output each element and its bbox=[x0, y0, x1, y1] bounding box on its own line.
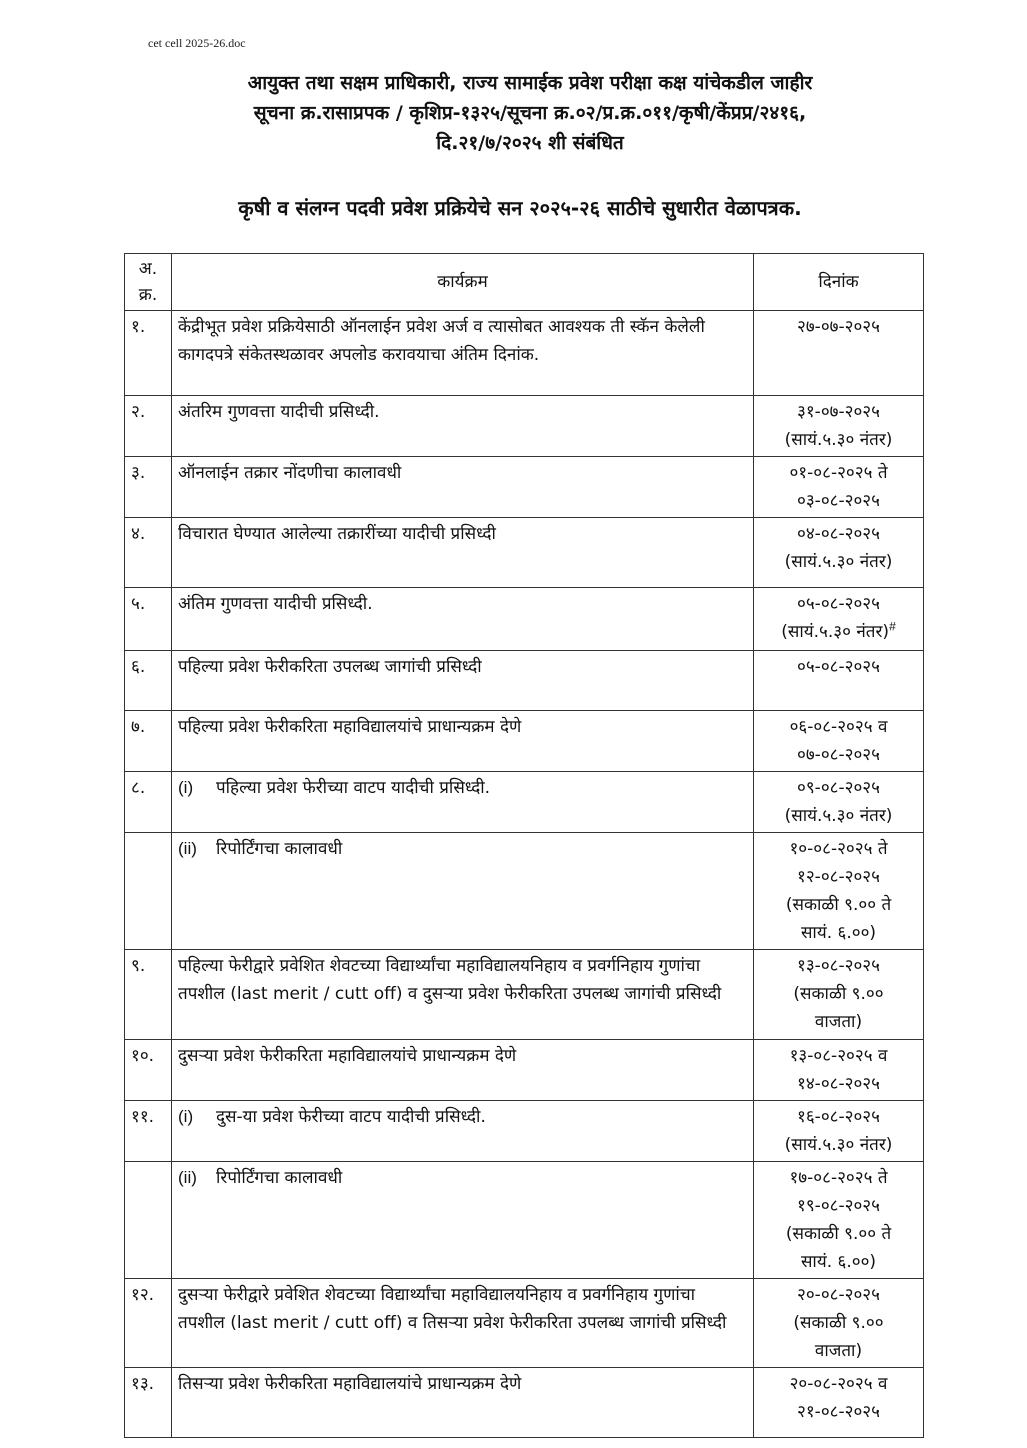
row-date-line bbox=[760, 1070, 917, 1098]
row-date-line bbox=[760, 741, 917, 769]
row-program bbox=[172, 1101, 754, 1162]
row-date-text: ०९-०८-२०२५ bbox=[797, 778, 880, 798]
row-date-text: वाजता) bbox=[814, 1341, 863, 1361]
row-date-line bbox=[760, 1281, 917, 1309]
row-date bbox=[754, 950, 924, 1040]
header-line-1: आयुक्त तथा सक्षम प्राधिकारी, राज्य सामाईक प्रवेश परीक्षा कक्ष यांचेकडील जाहीर bbox=[247, 72, 813, 94]
row-date-text: ०१-०८-२०२५ ते bbox=[789, 463, 888, 483]
row-date-line bbox=[760, 1103, 917, 1131]
row-serial: ४. bbox=[125, 518, 172, 588]
row-date-line bbox=[760, 1370, 917, 1398]
row-date-line bbox=[760, 590, 917, 618]
row-date-line bbox=[760, 835, 917, 863]
schedule-body bbox=[125, 311, 924, 1438]
row-date bbox=[754, 651, 924, 711]
row-date-text: १०-०८-२०२५ ते bbox=[789, 839, 888, 859]
row-date-text: ०३-०८-२०२५ bbox=[797, 491, 880, 511]
row-program bbox=[172, 833, 754, 950]
row-date bbox=[754, 772, 924, 833]
row-date bbox=[754, 1162, 924, 1279]
row-program bbox=[172, 651, 754, 711]
row-date-text: (सायं.५.३० नंतर) bbox=[784, 430, 893, 450]
row-serial: ८. bbox=[125, 772, 172, 833]
row-program-text: ऑनलाईन तक्रार नोंदणीचा कालावधी bbox=[178, 463, 402, 483]
row-date-text: (सकाळी ९.०० bbox=[793, 984, 884, 1004]
table-row bbox=[125, 1368, 924, 1438]
row-date-line bbox=[760, 1042, 917, 1070]
serial-header-line-2: क्र. bbox=[138, 285, 158, 305]
row-serial: १३. bbox=[125, 1368, 172, 1438]
row-date-line bbox=[760, 520, 917, 548]
row-sub-index: (i) bbox=[178, 1107, 194, 1126]
table-row bbox=[125, 1162, 924, 1279]
row-date-line bbox=[760, 713, 917, 741]
row-date-line bbox=[760, 980, 917, 1008]
table-row bbox=[125, 772, 924, 833]
row-sub-index: (i) bbox=[178, 778, 194, 797]
row-date-line bbox=[760, 1248, 917, 1276]
row-date-line bbox=[760, 618, 917, 646]
row-program-text: दुस-या प्रवेश फेरीच्या वाटप यादीची प्रसिध्दी. bbox=[216, 1107, 486, 1127]
row-date bbox=[754, 1101, 924, 1162]
row-program bbox=[172, 772, 754, 833]
row-date bbox=[754, 588, 924, 651]
row-program-text: दुसऱ्या फेरीद्वारे प्रवेशित शेवटच्या विद्यार्थ्यांचा महाविद्यालयनिहाय व प्रवर्गनिहाय गुणांचा तपशील (last merit / cutt off) व तिसऱ्या प्रवेश फेरीकरिता उपलब्ध जागांची प्रसिध्दी bbox=[178, 1285, 727, 1333]
table-row bbox=[125, 396, 924, 457]
row-date-text: (सायं.५.३० नंतर) bbox=[784, 552, 893, 572]
row-program bbox=[172, 711, 754, 772]
row-date-line bbox=[760, 1164, 917, 1192]
row-program bbox=[172, 1162, 754, 1279]
row-date bbox=[754, 711, 924, 772]
row-date-line bbox=[760, 459, 917, 487]
row-date bbox=[754, 518, 924, 588]
row-program bbox=[172, 1040, 754, 1101]
row-date-text: २०-०८-२०२५ bbox=[797, 1285, 880, 1305]
row-serial: ६. bbox=[125, 651, 172, 711]
row-date-text: ३१-०७-२०२५ bbox=[797, 402, 880, 422]
row-date-text: वाजता) bbox=[814, 1012, 863, 1032]
table-row bbox=[125, 311, 924, 396]
table-row bbox=[125, 588, 924, 651]
row-program bbox=[172, 588, 754, 651]
row-date-text: (सायं.५.३० नंतर) bbox=[784, 806, 893, 826]
row-date-line bbox=[760, 1398, 917, 1426]
table-row bbox=[125, 1040, 924, 1101]
notice-header bbox=[130, 68, 930, 158]
row-date-line bbox=[760, 653, 917, 681]
row-serial: १०. bbox=[125, 1040, 172, 1101]
row-serial: ११. bbox=[125, 1101, 172, 1162]
row-program-text: पहिल्या प्रवेश फेरीकरिता महाविद्यालयांचे प्राधान्यक्रम देणे bbox=[178, 717, 522, 737]
row-program-text: केंद्रीभूत प्रवेश प्रक्रियेसाठी ऑनलाईन प्रवेश अर्ज व त्यासोबत आवश्यक ती स्कॅन केलेली कागदपत्रे संकेतस्थळावर अपलोड करावयाचा अंतिम दिनांक. bbox=[178, 317, 705, 365]
row-date-line bbox=[760, 313, 917, 341]
serial-header bbox=[125, 254, 172, 311]
row-date-text: ०५-०८-२०२५ bbox=[797, 594, 880, 614]
row-date-line bbox=[760, 398, 917, 426]
row-sub-index: (ii) bbox=[178, 1168, 197, 1187]
row-serial: ७. bbox=[125, 711, 172, 772]
row-serial: १. bbox=[125, 311, 172, 396]
document-filename: cet cell 2025-26.doc bbox=[148, 36, 246, 50]
row-date-text: (सकाळी ९.०० bbox=[793, 1313, 884, 1333]
row-program bbox=[172, 950, 754, 1040]
row-date-text: ०४-०८-२०२५ bbox=[797, 524, 880, 544]
table-row bbox=[125, 457, 924, 518]
schedule-table bbox=[124, 253, 924, 1438]
row-date bbox=[754, 1040, 924, 1101]
row-program bbox=[172, 396, 754, 457]
row-program-text: पहिल्या फेरीद्वारे प्रवेशित शेवटच्या विद्यार्थ्यांचा महाविद्यालयनिहाय व प्रवर्गनिहाय गुणांचा तपशील (last merit / cutt off) व दुसऱ्या प्रवेश फेरीकरिता उपलब्ध जागांची प्रसिध्दी bbox=[178, 956, 722, 1004]
row-date-text: (सकाळी ९.०० ते bbox=[785, 1224, 892, 1244]
row-date bbox=[754, 396, 924, 457]
row-date-line bbox=[760, 1131, 917, 1159]
table-row bbox=[125, 1279, 924, 1368]
row-date bbox=[754, 1279, 924, 1368]
row-program-text: विचारात घेण्यात आलेल्या तक्रारींच्या यादीची प्रसिध्दी bbox=[178, 524, 496, 544]
row-date-text: १७-०८-२०२५ ते bbox=[789, 1168, 888, 1188]
row-date-line bbox=[760, 863, 917, 891]
row-program-text: अंतिम गुणवत्ता यादीची प्रसिध्दी. bbox=[178, 594, 373, 614]
row-date-text: १४-०८-२०२५ bbox=[797, 1074, 880, 1094]
date-header: दिनांक bbox=[754, 254, 924, 311]
row-program bbox=[172, 457, 754, 518]
row-program bbox=[172, 311, 754, 396]
row-date-text: ०६-०८-२०२५ व bbox=[789, 717, 888, 737]
table-row bbox=[125, 1101, 924, 1162]
row-serial: ५. bbox=[125, 588, 172, 651]
row-date bbox=[754, 457, 924, 518]
row-date-text: (सकाळी ९.०० ते bbox=[785, 895, 892, 915]
row-serial: १२. bbox=[125, 1279, 172, 1368]
row-program-text: दुसऱ्या प्रवेश फेरीकरिता महाविद्यालयांचे प्राधान्यक्रम देणे bbox=[178, 1046, 517, 1066]
row-date-text: ०५-०८-२०२५ bbox=[797, 657, 880, 677]
row-date-line bbox=[760, 891, 917, 919]
row-program-text: पहिल्या प्रवेश फेरीकरिता उपलब्ध जागांची प्रसिध्दी bbox=[178, 657, 482, 677]
row-date-text: २१-०८-२०२५ bbox=[797, 1402, 880, 1422]
row-date-text: ०७-०८-२०२५ bbox=[797, 745, 880, 765]
row-date-text: २७-०७-२०२५ bbox=[797, 317, 880, 337]
row-date-text: (सायं.५.३० नंतर) bbox=[781, 622, 890, 642]
row-date bbox=[754, 833, 924, 950]
row-date-text: सायं. ६.००) bbox=[800, 923, 877, 943]
table-row bbox=[125, 651, 924, 711]
row-date-line bbox=[760, 1220, 917, 1248]
row-date-line bbox=[760, 919, 917, 947]
row-date-line bbox=[760, 548, 917, 576]
row-date-line bbox=[760, 426, 917, 454]
row-program bbox=[172, 1279, 754, 1368]
row-date-text: २०-०८-२०२५ व bbox=[789, 1374, 888, 1394]
row-serial: ९. bbox=[125, 950, 172, 1040]
row-date-text: १९-०८-२०२५ bbox=[797, 1196, 880, 1216]
row-program-text: पहिल्या प्रवेश फेरीच्या वाटप यादीची प्रसिध्दी. bbox=[216, 778, 491, 798]
table-row bbox=[125, 950, 924, 1040]
row-program bbox=[172, 518, 754, 588]
row-date-text: १३-०८-२०२५ व bbox=[789, 1046, 888, 1066]
table-row bbox=[125, 833, 924, 950]
table-row bbox=[125, 711, 924, 772]
table-row bbox=[125, 518, 924, 588]
row-serial bbox=[125, 1162, 172, 1279]
row-date-text: १६-०८-२०२५ bbox=[797, 1107, 880, 1127]
row-date-text: १३-०८-२०२५ bbox=[797, 956, 880, 976]
row-date-line bbox=[760, 1008, 917, 1036]
program-header: कार्यक्रम bbox=[172, 254, 754, 311]
row-program-text: तिसऱ्या प्रवेश फेरीकरिता महाविद्यालयांचे प्राधान्यक्रम देणे bbox=[178, 1374, 522, 1394]
row-date bbox=[754, 1368, 924, 1438]
row-program-text: रिपोर्टिंगचा कालावधी bbox=[216, 839, 343, 859]
row-program bbox=[172, 1368, 754, 1438]
row-program-text: अंतरिम गुणवत्ता यादीची प्रसिध्दी. bbox=[178, 402, 380, 422]
row-sub-index: (ii) bbox=[178, 839, 197, 858]
row-date-line bbox=[760, 952, 917, 980]
header-line-2: सूचना क्र.रासाप्रपक / कृशिप्र-१३२५/सूचना क्र.०२/प्र.क्र.०११/कृषी/केंप्रप्र/२४१६, bbox=[253, 102, 807, 124]
serial-header-line-1: अ. bbox=[138, 259, 158, 279]
row-date-line bbox=[760, 1337, 917, 1365]
row-date-text: (सायं.५.३० नंतर) bbox=[784, 1135, 893, 1155]
row-date-line bbox=[760, 774, 917, 802]
row-serial: ३. bbox=[125, 457, 172, 518]
footnote-mark: # bbox=[889, 619, 896, 634]
table-header-row bbox=[125, 254, 924, 311]
row-date-line bbox=[760, 802, 917, 830]
row-program-text: रिपोर्टिंगचा कालावधी bbox=[216, 1168, 343, 1188]
header-line-3: दि.२१/७/२०२५ शी संबंधित bbox=[436, 132, 624, 154]
row-serial: २. bbox=[125, 396, 172, 457]
row-date-text: १२-०८-२०२५ bbox=[797, 867, 880, 887]
row-date-line bbox=[760, 487, 917, 515]
row-serial bbox=[125, 833, 172, 950]
row-date-line bbox=[760, 1309, 917, 1337]
schedule-title: कृषी व संलग्न पदवी प्रवेश प्रक्रियेचे सन २०२५-२६ साठीचे सुधारीत वेळापत्रक. bbox=[238, 196, 802, 220]
row-date-text: सायं. ६.००) bbox=[800, 1252, 877, 1272]
row-date-line bbox=[760, 1192, 917, 1220]
row-date bbox=[754, 311, 924, 396]
